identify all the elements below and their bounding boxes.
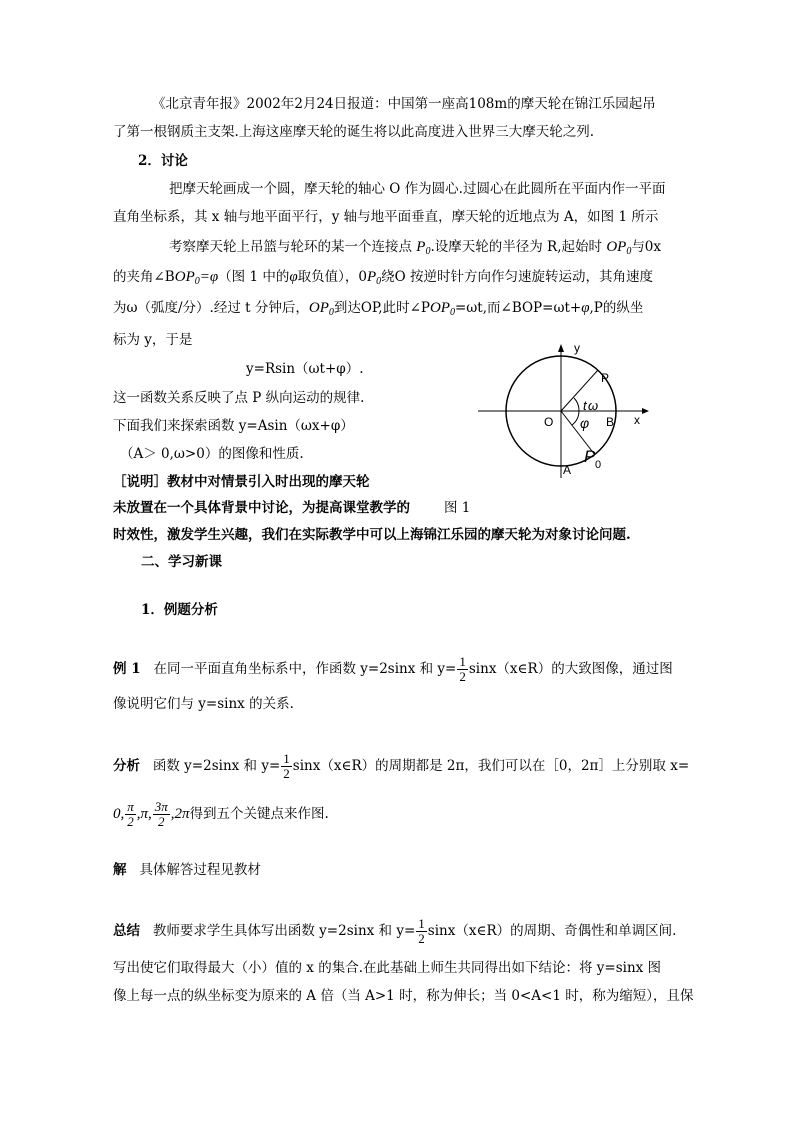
y-axis-arrow-icon xyxy=(558,344,564,352)
discuss-p2-line-3: 为ω（弧度/分）.经过 t 分钟后，$OP_0$到达OP,此时$\angle POP_0=\omega t$,而∠BOP=ωt+φ,P的纵坐 xyxy=(113,300,644,318)
label-O: O xyxy=(544,415,554,429)
label-omega: ω xyxy=(588,398,599,413)
label-P: P xyxy=(601,371,610,385)
formula-y: y=Rsin（ωt+φ）. xyxy=(246,361,364,377)
discuss-p2-line-4: 标为 y，于是 xyxy=(113,332,193,348)
intro-line-2: 了第一根钢质主支架.上海这座摩天轮的诞生将以此高度进入世界三大摩天轮之列. xyxy=(113,124,595,140)
fraction-pi-over-2: $\frac{\pi}{2}$ xyxy=(127,799,134,829)
example-line-2: 像说明它们与 y=sinx 的关系. xyxy=(113,696,294,712)
intro-line-1: 《北京青年报》2002年2月24日报道：中国第一座高108m的摩天轮在锦江乐园起吊 xyxy=(152,96,656,112)
discuss-p2-line-2: 的夹角$\angle BOP_0=\varphi$（图 1 中的φ取负值），$0P_0$绕O 按逆时针方向作匀速旋转运动，其角速度 xyxy=(113,269,654,287)
label-y: y xyxy=(574,341,580,355)
angle-arc-phi xyxy=(572,411,579,425)
figure-1-diagram xyxy=(470,338,670,488)
angle-arc-omega-t xyxy=(574,398,579,411)
figure-caption: 图 1 xyxy=(444,500,471,516)
explore-text: 下面我们来探索函数 y=Asin（ωx+φ） xyxy=(113,418,354,434)
relation-text: 这一函数关系反映了点 P 纵向运动的规律. xyxy=(113,390,365,406)
discuss-p1-line-2: 直角坐标系，其 x 轴与地平面平行，y 轴与地平面垂直，摩天轮的近地点为 A，如图 1 所示 xyxy=(113,209,659,225)
fraction-one-half: $\frac{1}{2}$ xyxy=(418,916,425,946)
condition-text: （A＞ 0,ω>0）的图像和性质. xyxy=(120,446,304,462)
discuss-heading: 2．讨论 xyxy=(138,153,188,169)
fraction-one-half: $\frac{1}{2}$ xyxy=(283,751,290,781)
lesson-heading: 二、学习新课 xyxy=(141,554,222,570)
note-line-2: 未放置在一个具体背景中讨论，为提高课堂教学的 xyxy=(113,500,410,516)
solution-line: 解 具体解答过程见教材 xyxy=(113,862,261,878)
label-phi: φ xyxy=(580,415,590,431)
note-line-3: 时效性，激发学生兴趣，我们在实际教学中可以上海锦江乐园的摩天轮为对象讨论问题. xyxy=(113,527,631,543)
discuss-p1-line-1: 把摩天轮画成一个圆，摩天轮的轴心 O 作为圆心.过圆心在此圆所在平面内作一平面 xyxy=(169,181,666,197)
label-B: B xyxy=(606,415,615,429)
summary-line-1: 总结 教师要求学生具体写出函数 y=2sinx 和 y= $\frac{1}{2}$ sinx（x∈R）的周期、奇偶性和单调区间. xyxy=(113,916,677,946)
math-OP0: $OP_0$ xyxy=(606,239,632,257)
fraction-one-half: $\frac{1}{2}$ xyxy=(459,654,466,684)
analysis-line-1: 分析 函数 y=2sinx 和 y= $\frac{1}{2}$ sinx（x∈R）的周期都是 2π，我们可以在［0，2π］上分别取 x= xyxy=(113,751,690,781)
lesson-subheading: 1．例题分析 xyxy=(141,602,218,618)
fraction-3pi-over-2: $\frac{3\pi}{2}$ xyxy=(154,799,168,829)
label-A: A xyxy=(563,463,572,477)
discuss-p2-line-1: 考察摩天轮上吊篮与轮环的某一个连接点 $P_0$.设摩天轮的半径为 R,起始时 $OP_0$与0x xyxy=(169,239,662,257)
x-axis-arrow-icon xyxy=(642,408,649,414)
summary-line-3: 像上每一点的纵坐标变为原来的 A 倍（当 A>1 时，称为伸长；当 0<A<1 时，称为缩短），且保 xyxy=(113,988,694,1004)
analysis-key-points: 0, $\frac{\pi}{2}$ ,π, $\frac{3\pi}{2}$ ,2π得到五个关键点来作图. xyxy=(113,799,329,829)
label-P0: P xyxy=(584,447,596,466)
label-x: x xyxy=(634,413,640,427)
note-line-1: ［说明］教材中对情景引入时出现的摩天轮 xyxy=(113,474,370,490)
math-P0: $P_0$ xyxy=(416,239,431,257)
summary-line-2: 写出使它们取得最大（小）值的 x 的集合.在此基础上师生共同得出如下结论：将 y=sinx 图 xyxy=(113,960,662,976)
label-P0-sub: 0 xyxy=(595,459,602,471)
example-line-1: 例 1 在同一平面直角坐标系中，作函数 y=2sinx 和 y= $\frac{1}{2}$ sinx（x∈R）的大致图像，通过图 xyxy=(113,654,673,684)
label-t: t xyxy=(583,398,587,413)
